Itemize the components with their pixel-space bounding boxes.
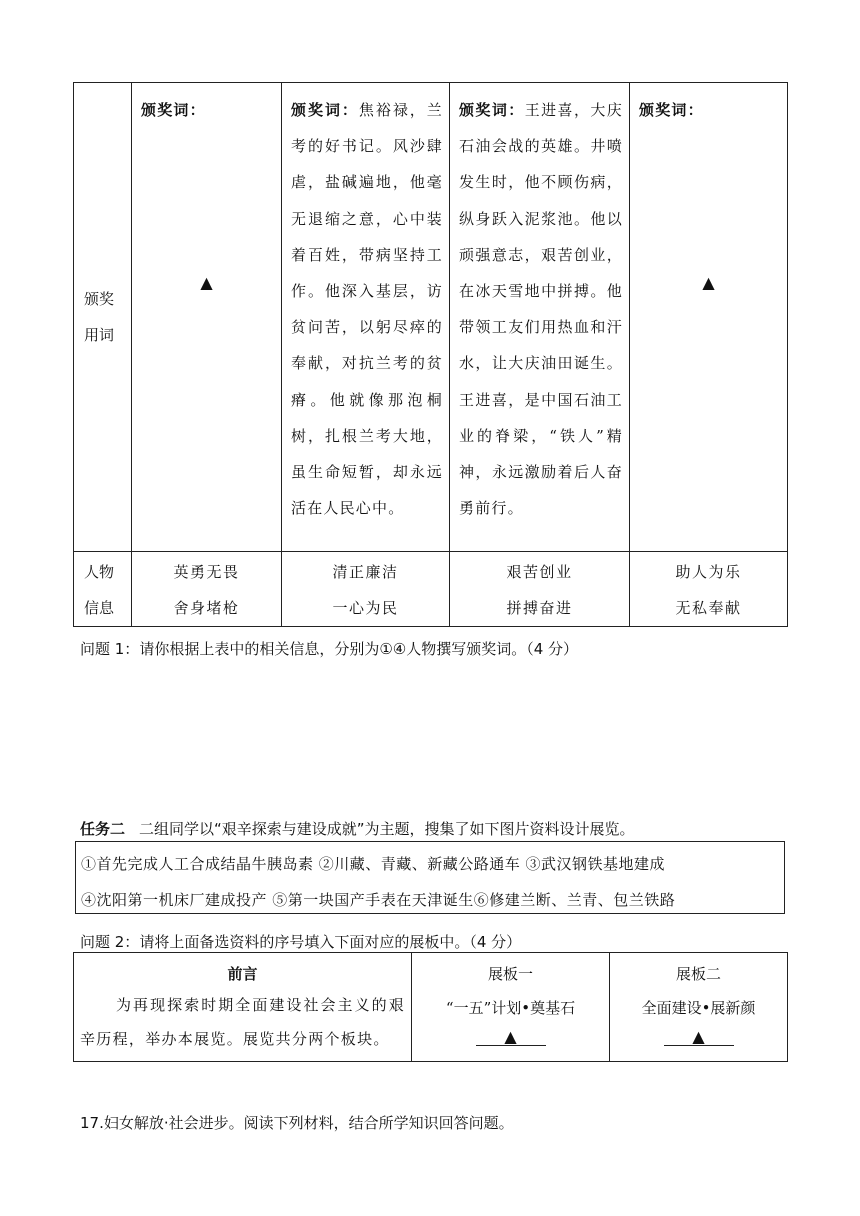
person-info-2: 清正廉洁 一心为民 (282, 552, 450, 627)
board-1-title: 展板一 (487, 965, 533, 983)
award-cell-4 (630, 83, 788, 552)
question-2-text: 请将上面备选资料的序号填入下面对应的展板中。（4 分） (139, 933, 522, 951)
board-2-cell (610, 953, 788, 1062)
award-heading: 颁奖词： (291, 101, 359, 119)
award-text-wang-jinxi: 王进喜，大庆石油会战的英雄。井喷发生时，他不顾伤病，纵身跃入泥浆池。他以顽强意志，艰苦创业，在冰天雪地中拼搏。他带领工友们用热血和汗水，让大庆油田诞生。王进喜，是中国石油工业的脊梁，“铁人”精神，永远激励着后人奋勇前行。 (459, 101, 623, 518)
award-cell-2 (282, 83, 450, 552)
material-line-2: ④沈阳第一机床厂建成投产 ⑤第一块国产手表在天津诞生⑥修建兰断、兰青、包兰铁路 (81, 891, 676, 909)
board-1-answer-blank: ▲ (476, 1029, 546, 1046)
material-line-1: ①首先完成人工合成结晶牛胰岛素 ②川藏、青藏、新藏公路通车 ③武汉钢铁基地建成 (81, 855, 666, 873)
award-heading: 颁奖词： (639, 101, 704, 119)
board-1-subtitle: “一五”计划•奠基石 (445, 999, 576, 1017)
award-cell-3 (450, 83, 630, 552)
board-2-title: 展板二 (675, 965, 721, 983)
board-1-cell (412, 953, 610, 1062)
question-2 (80, 931, 521, 952)
question-2-label: 问题 2： (80, 933, 140, 951)
question-17: 17.妇女解放·社会进步。阅读下列材料，结合所学知识回答问题。 (80, 1114, 514, 1132)
question-1-text: 请你根据上表中的相关信息，分别为①④人物撰写颁奖词。（4 分） (139, 640, 579, 658)
board-2-answer-blank: ▲ (664, 1029, 734, 1046)
task-2-text: 二组同学以“艰辛探索与建设成就”为主题，搜集了如下图片资料设计展览。 (139, 820, 635, 838)
board-2-subtitle: 全面建设•展新颜 (641, 999, 756, 1017)
foreword-text: 为再现探索时期全面建设社会主义的艰辛历程，举办本展览。展览共分两个板块。 (80, 996, 405, 1048)
foreword-cell (74, 953, 412, 1062)
person-info-4: 助人为乐 无私奉献 (630, 552, 788, 627)
award-text-jiao-yulu: 焦裕禄，兰考的好书记。风沙肆虐，盐碱遍地，他毫无退缩之意，心中装着百姓，带病坚持工作。他深入基层，访贫问苦，以躬尽瘁的奉献，对抗兰考的贫瘠。他就像那泡桐树，扎根兰考大地，虽生命短暂，却永远活在人民心中。 (291, 101, 443, 518)
award-heading: 颁奖词： (141, 101, 206, 119)
award-row (74, 83, 788, 552)
answer-placeholder-triangle: ▲ (702, 273, 715, 292)
material-options-box (75, 841, 785, 914)
award-row-label: 颁奖用词 (74, 83, 132, 552)
award-table (73, 82, 788, 627)
question-1-label: 问题 1： (80, 640, 140, 658)
task-2-heading (80, 818, 635, 839)
info-row (74, 552, 788, 627)
award-heading: 颁奖词： (459, 101, 525, 119)
foreword-title: 前言 (227, 965, 258, 983)
person-info-1: 英勇无畏 舍身堵枪 (132, 552, 282, 627)
question-1 (80, 638, 578, 659)
award-cell-1 (132, 83, 282, 552)
info-row-label: 人物 信息 (74, 552, 132, 627)
answer-placeholder-triangle: ▲ (200, 273, 213, 292)
person-info-3: 艰苦创业 拼搏奋进 (450, 552, 630, 627)
task-2-label: 任务二 (80, 820, 126, 838)
exhibition-board-table (73, 952, 788, 1062)
